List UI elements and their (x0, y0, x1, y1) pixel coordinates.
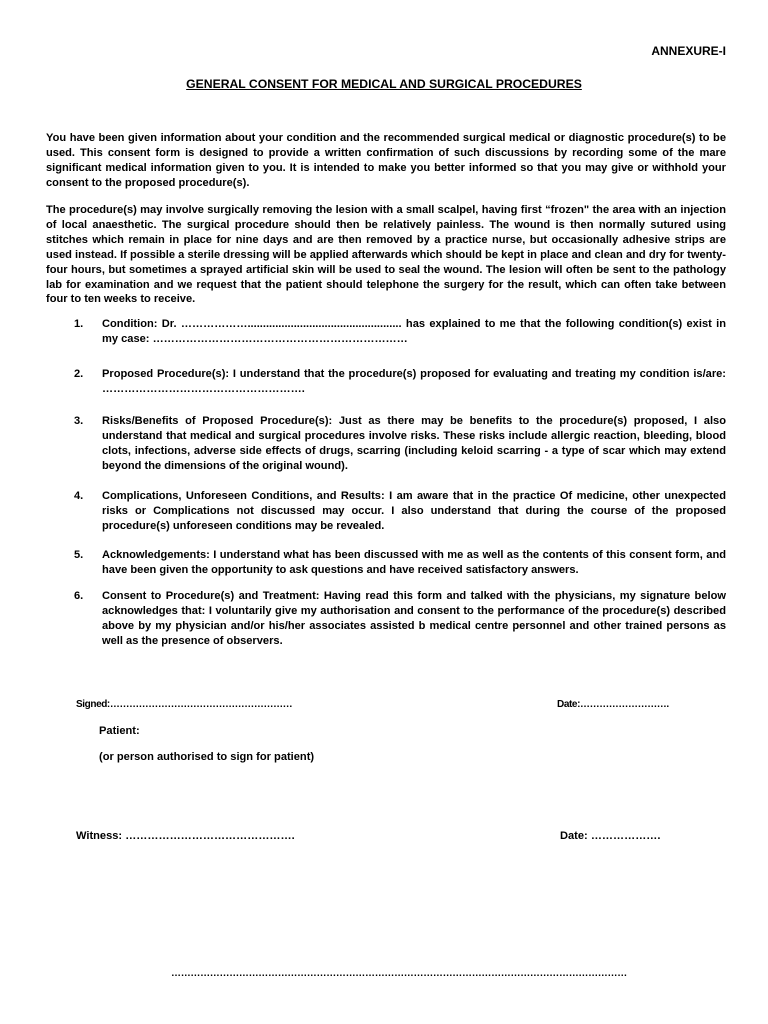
list-item-number: 2. (74, 368, 84, 380)
list-item-text: Complications, Unforeseen Conditions, and Results: I am aware that in the practice Of medicine, other unexpected risks or Complications not discussed may occur. I also understand that during the course of the proposed procedure(s) unforeseen conditions may be revealed. (102, 490, 726, 532)
document-title: GENERAL CONSENT FOR MEDICAL AND SURGICAL PROCEDURES (186, 77, 582, 91)
list-item-number: 5. (74, 549, 84, 561)
list-item-text: Consent to Procedure(s) and Treatment: Having read this form and talked with the physicians, my signature below acknowledges that: I voluntarily give my authorisation and consent to the performance of the procedure(s) described above by my physician and/or his/her associates assisted b medical centre personnel and other trained persons as well as the presence of observers. (102, 590, 726, 647)
list-item-risks-benefits (46, 414, 726, 474)
witness-date-line: Date: ………………. (560, 830, 661, 842)
intro-paragraph-2: The procedure(s) may involve surgically removing the lesion with a small scalpel, having first “frozen" the area with an injection of local anaesthetic. The surgical procedure should then be relatively painless. The wound is then normally sutured using stitches which remain in place for nine days and are then removed by a practice nurse, but occasionally adhesive strips are used instead. If possible a sterile dressing will be applied afterwards which should be kept in place and clean and dry for twenty-four hours, but sometimes a sprayed artificial skin will be used to seal the wound. The lesion will often be sent to the pathology lab for examination and we request that the patient should telephone the surgery for the result, which can often take between four to ten weeks to receive. (46, 204, 726, 306)
signed-line: Signed:………………………………………………… (76, 699, 293, 710)
list-item-number: 4. (74, 490, 84, 502)
list-item-text: Proposed Procedure(s): I understand that the procedure(s) proposed for evaluating and treating my condition is/are: ………………………………………………. (102, 368, 726, 395)
list-item-number: 3. (74, 415, 84, 427)
list-item-consent (46, 589, 726, 649)
list-item-condition (46, 317, 726, 347)
list-item-text: Condition: Dr. ……………….................................................. has explained to me that the following condition(s) exist in my case: …………………………………………………………… (102, 318, 726, 345)
authorised-note: (or person authorised to sign for patient) (99, 751, 315, 763)
footer-dotted-line: …………………………………………………………………………………………………………………………… (171, 968, 627, 979)
list-item-complications (46, 489, 726, 534)
list-item-proposed-procedure (46, 367, 726, 397)
list-item-text: Risks/Benefits of Proposed Procedure(s): Just as there may be benefits to the procedure(s) proposed, I also understand that medical and surgical procedures involve risks. These risks include allergic reaction, bleeding, blood clots, infections, adverse side effects of drugs, scarring (including keloid scarring - a type of scar which may extend beyond the dimensions of the original wound). (102, 415, 726, 472)
list-item-number: 1. (74, 318, 84, 330)
list-item-acknowledgements (46, 548, 726, 578)
annexure-label: ANNEXURE-I (651, 44, 726, 58)
patient-label: Patient: (99, 725, 140, 737)
witness-line: Witness: ………………………………………. (76, 830, 295, 842)
list-item-number: 6. (74, 590, 84, 602)
intro-paragraph-1: You have been given information about your condition and the recommended surgical medical or diagnostic procedure(s) to be used. This consent form is designed to provide a written confirmation of such discussions by recording some of the mare significant medical information given to you. It is intended to make you better informed so that you may give or withhold your consent to the proposed procedure(s). (46, 132, 726, 189)
signed-date-line: Date:………………………. (557, 699, 669, 710)
list-item-text: Acknowledgements: I understand what has been discussed with me as well as the contents of this consent form, and have been given the opportunity to ask questions and have received satisfactory answers. (102, 549, 726, 576)
